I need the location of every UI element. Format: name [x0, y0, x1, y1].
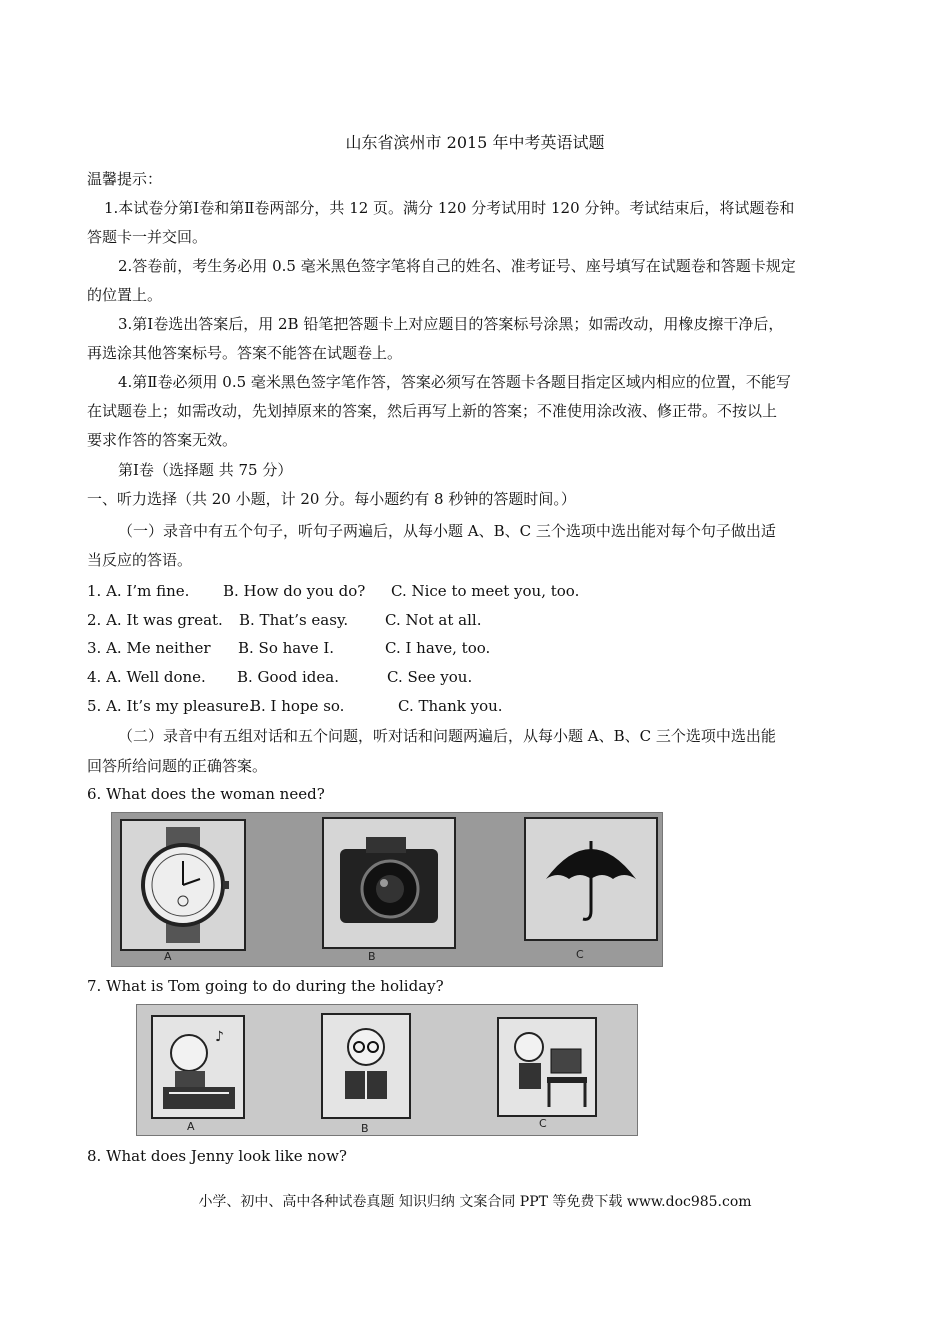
- tip-4-line-3: 要求作答的答案无效。: [87, 431, 238, 449]
- sub1-line-2: 当反应的答语。: [87, 551, 193, 569]
- option-c: C. See you.: [387, 668, 473, 686]
- page-title: 山东省滨州市 2015 年中考英语试题: [345, 133, 605, 152]
- option-b: B. Good idea.: [237, 668, 339, 686]
- tip-2-line-2: 的位置上。: [87, 286, 163, 304]
- sub2-line-1: （二）录音中有五组对话和五个问题，听对话和问题两遍后，从每小题 A、B、C 三个选项中选出能: [118, 727, 776, 745]
- q6-label-a: A: [164, 950, 172, 963]
- option-c: C. Thank you.: [398, 697, 503, 715]
- question-7: 7. What is Tom going to do during the holiday?: [87, 977, 444, 995]
- q7-label-a: A: [187, 1120, 195, 1133]
- q6-label-b: B: [368, 950, 376, 963]
- tip-4-line-1: 4.第Ⅱ卷必须用 0.5 毫米黑色签字笔作答，答案必须写在答题卡各题目指定区域内相应的位置，不能写: [118, 373, 791, 391]
- watch-icon: [122, 821, 244, 949]
- tip-3-line-1: 3.第Ⅰ卷选出答案后，用 2B 铅笔把答题卡上对应题目的答案标号涂黑；如需改动，用橡皮擦干净后，: [118, 315, 784, 333]
- reading-boy-icon: [323, 1015, 409, 1117]
- q7-panel-c: [497, 1017, 597, 1117]
- q6-label-c: C: [576, 948, 584, 961]
- option-a: 2. A. It was great.: [87, 611, 223, 629]
- option-a: 5. A. It’s my pleasure.: [87, 697, 254, 715]
- computer-girl-icon: [499, 1019, 595, 1115]
- part1-heading: 第Ⅰ卷（选择题 共 75 分）: [118, 461, 293, 479]
- question-8: 8. What does Jenny look like now?: [87, 1147, 347, 1165]
- option-a: 4. A. Well done.: [87, 668, 206, 686]
- q6-panel-b: [322, 817, 456, 949]
- q7-panel-b: [321, 1013, 411, 1119]
- q6-picture: [111, 812, 663, 967]
- option-a: 1. A. I’m fine.: [87, 582, 190, 600]
- q7-picture: [136, 1004, 638, 1136]
- option-a: 3. A. Me neither: [87, 639, 211, 657]
- question-6: 6. What does the woman need?: [87, 785, 325, 803]
- q7-panel-a: [151, 1015, 245, 1119]
- option-b: B. That’s easy.: [239, 611, 349, 629]
- page-footer: 小学、初中、高中各种试卷真题 知识归纳 文案合同 PPT 等免费下载 www.doc985.com: [198, 1194, 752, 1210]
- option-b: B. How do you do?: [223, 582, 366, 600]
- option-b: B. I hope so.: [250, 697, 345, 715]
- sub1-line-1: （一）录音中有五个句子，听句子两遍后，从每小题 A、B、C 三个选项中选出能对每个句子做出适: [118, 522, 776, 540]
- tip-2-line-1: 2.答卷前，考生务必用 0.5 毫米黑色签字笔将自己的姓名、准考证号、座号填写在试题卷和答题卡规定: [118, 257, 796, 275]
- section1-heading: 一、听力选择（共 20 小题，计 20 分。每小题约有 8 秒钟的答题时间。）: [87, 490, 576, 508]
- tip-3-line-2: 再选涂其他答案标号。答案不能答在试题卷上。: [87, 344, 403, 362]
- q7-label-c: C: [539, 1117, 547, 1130]
- q6-panel-a: [120, 819, 246, 951]
- camera-icon: [324, 819, 454, 947]
- option-c: C. Not at all.: [385, 611, 482, 629]
- option-c: C. Nice to meet you, too.: [391, 582, 580, 600]
- option-c: C. I have, too.: [385, 639, 491, 657]
- umbrella-icon: [526, 819, 656, 939]
- q6-panel-c: [524, 817, 658, 941]
- tip-4-line-2: 在试题卷上；如需改动，先划掉原来的答案，然后再写上新的答案；不准使用涂改液、修正带。不按以上: [87, 402, 778, 420]
- svg-text:♪: ♪: [215, 1029, 224, 1045]
- option-b: B. So have I.: [238, 639, 335, 657]
- tips-heading: 温馨提示：: [87, 170, 163, 188]
- tip-1-line-2: 答题卡一并交回。: [87, 228, 208, 246]
- piano-player-icon: [153, 1017, 243, 1117]
- tip-1-line-1: 1.本试卷分第Ⅰ卷和第Ⅱ卷两部分，共 12 页。满分 120 分考试用时 120 分钟。考试结束后，将试题卷和: [104, 199, 795, 217]
- sub2-line-2: 回答所给问题的正确答案。: [87, 757, 268, 775]
- q7-label-b: B: [361, 1122, 369, 1135]
